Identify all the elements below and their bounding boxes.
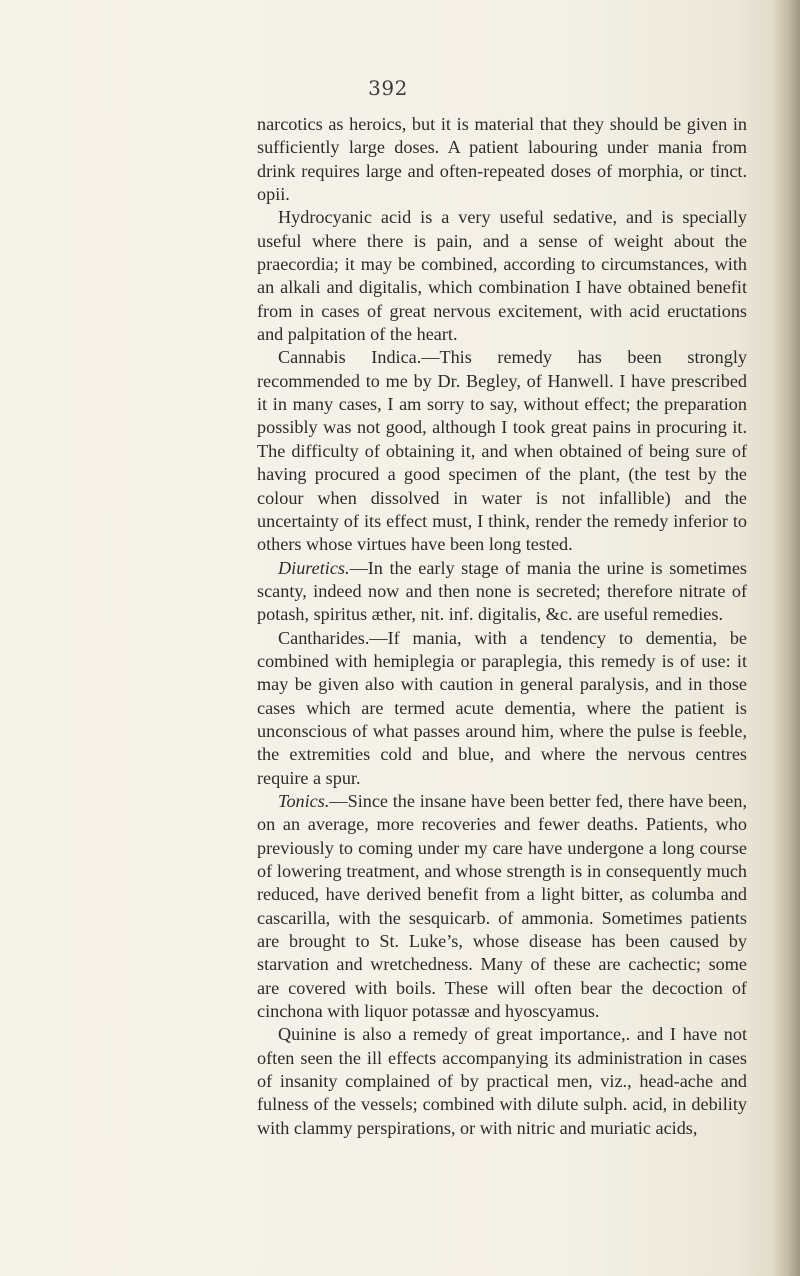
paragraph-text: Cannabis Indica.—This remedy has been strongly recommended to me by Dr. Begley, of Hanwell. I have prescribed it in many cases, I am sorry to say, without effect; the preparation possibly was not good, although I took great pains in procuring it. The difficulty of obtaining it, and when obtained of being sure of having procured a good specimen of the plant, (the test by the colour when dissolved in water is not infallible) and the uncertainty of its effect must, I think, render the remedy inferior to others whose virtues have been long tested. [257,347,747,555]
paragraph-text: Quinine is also a remedy of great importance,. and I have not often seen the ill effects accompanying its administration in cases of insanity complained of by practical men, viz., head-ache and fulness of the vessels; combined with dilute sulph. acid, in debility with clammy perspirations, or with nitric and muriatic acids, [257,1024,747,1138]
paragraph-text: —In the early stage of mania the urine is sometimes scanty, indeed now and then none is secreted; therefore nitrate of potash, spiritus æther, nit. inf. digitalis, &c. are useful remedies. [257,557,747,625]
paragraph-narcotics [257,113,747,206]
paragraph-text: Hydrocyanic acid is a very useful sedative, and is specially useful where there is pain, and a sense of weight about the praecordia; it may be combined, according to circumstances, with an alkali and digitalis, which combination I have obtained benefit from in cases of great nervous excitement, with acid eructations and palpitation of the heart. [257,207,747,345]
paragraph-cannabis-indica [257,346,747,556]
page-edge-shadow [772,0,800,1276]
paragraph-cantharides [257,627,747,790]
paragraph-heading-tonics: Tonics. [278,790,330,811]
paragraph-text: —Since the insane have been better fed, there have been, on an average, more recoveries and fewer deaths. Patients, who previously to coming under my care have undergone a long course of lowering treatment, and whose strength is in consequently much reduced, have derived benefit from a light bitter, as columba and cascarilla, with the sesquicarb. of ammonia. Sometimes patients are brought to St. Luke’s, whose disease has been caused by starvation and wretchedness. Many of these are cachectic; some are covered with boils. These will often bear the decoction of cinchona with liquor potassæ and hyoscyamus. [257,790,747,1022]
paragraph-text: narcotics as heroics, but it is material that they should be given in sufficiently large doses. A patient labouring under mania from drink requires large and often-repeated doses of morphia, or tinct. opii. [257,114,747,205]
paragraph-tonics [257,790,747,1023]
page-number: 392 [368,76,408,100]
paragraph-quinine [257,1023,747,1140]
paragraph-hydrocyanic-acid [257,206,747,346]
paragraph-text: Cantharides.—If mania, with a tendency to dementia, be combined with hemiplegia or paraplegia, this remedy is of use: it may be given also with caution in general paralysis, and in those cases which are termed acute dementia, where the patient is unconscious of what passes around him, where the pulse is feeble, the extremities cold and blue, and where the nervous centres require a spur. [257,627,747,788]
paragraph-heading-diuretics: Diuretics. [278,557,350,578]
paragraph-diuretics [257,557,747,627]
body-text [257,113,747,1140]
